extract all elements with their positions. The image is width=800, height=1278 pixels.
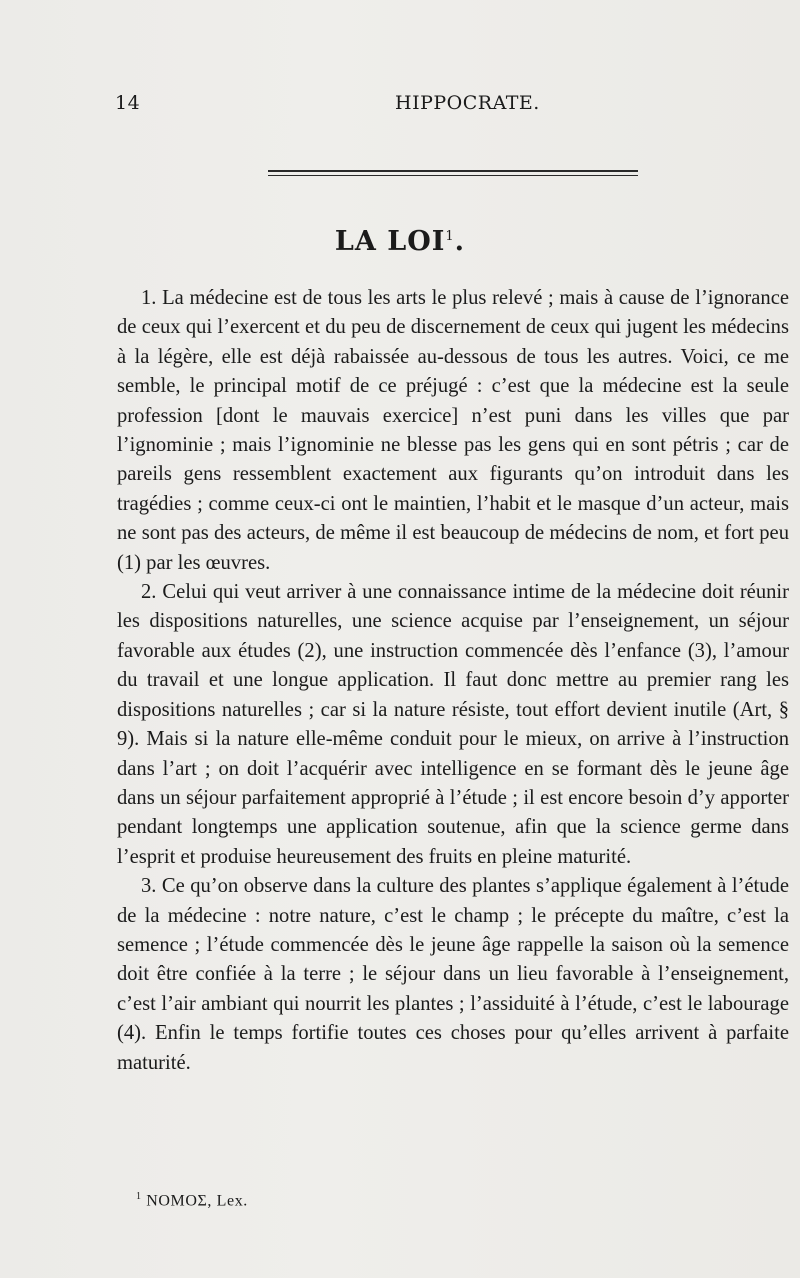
body-text xyxy=(117,284,789,1078)
paragraph-2: 2. Celui qui veut arriver à une connaissance intime de la médecine doit réunir les dispositions naturelles, une science acquise par l’enseignement, un séjour favorable aux études (2), une instruction commencée dès l’enfance (3), l’amour du travail et une longue application. Il faut donc mettre au premier rang les dispositions naturelles ; car si la nature résiste, tout effort devient inutile (Art, § 9). Mais si la nature elle-même conduit pour le mieux, on arrive à l’instruction dans l’art ; on doit l’acquérir avec intelligence en se formant dès le jeune âge dans un séjour parfaitement approprié à l’étude ; il est encore besoin d’y apporter pendant longtemps une application soutenue, afin que la science germe dans l’esprit et produise heureusement des fruits en pleine maturité. xyxy=(117,581,789,868)
section-title xyxy=(0,226,800,257)
paragraph-1: 1. La médecine est de tous les arts le plus relevé ; mais à cause de l’ignorance de ceux qui l’exercent et du peu de discernement de ceux qui jugent les médecins à la légère, elle est déjà rabaissée au-dessous de tous les autres. Voici, ce me semble, le principal motif de ce préjugé : c’est que la médecine est la seule profession [dont le mauvais exercice] n’est puni dans les villes que par l’ignominie ; mais l’ignominie ne blesse pas les gens qui en sont pétris ; car de pareils gens ressemblent exactement aux figurants qu’on introduit dans les tragédies ; comme ceux-ci ont le maintien, l’habit et le masque d’un acteur, mais ne sont pas des acteurs, de même il est beaucoup de médecins de nom, et fort peu (1) par les œuvres. xyxy=(117,287,789,574)
section-title-text: LA LOI xyxy=(334,226,446,257)
section-title-footnote-marker: 1 xyxy=(445,229,455,244)
footnote-marker: 1 xyxy=(136,1191,142,1202)
footnote xyxy=(136,1191,248,1210)
page-number: 14 xyxy=(115,92,141,114)
running-title: HIPPOCRATE. xyxy=(395,92,540,114)
footnote-text: ΝΟΜΟΣ, Lex. xyxy=(146,1192,248,1210)
paragraph-3: 3. Ce qu’on observe dans la culture des plantes s’applique également à l’étude de la médecine : notre nature, c’est le champ ; le précepte du maître, c’est la semence ; l’étude commencée dès le jeune âge rappelle la saison où la semence doit être confiée à la terre ; le séjour dans un lieu favorable à l’enseignement, c’est l’air ambiant qui nourrit les plantes ; l’assiduité à l’étude, c’est le labourage (4). Enfin le temps fortifie toutes ces choses pour qu’elles arrivent à parfaite maturité. xyxy=(117,875,789,1074)
decorative-rule xyxy=(268,170,638,172)
section-title-period: . xyxy=(454,226,466,257)
running-header xyxy=(115,92,785,116)
